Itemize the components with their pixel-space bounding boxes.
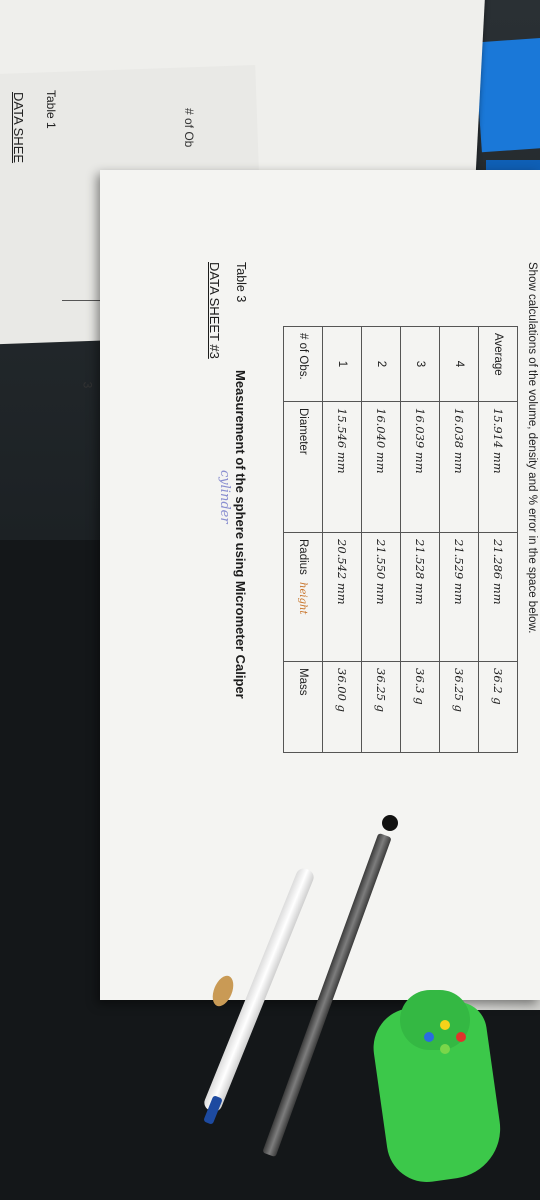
table-average-row [479, 327, 518, 753]
mass-value: 36.25 g [362, 662, 401, 753]
data-sheet-content [100, 170, 540, 1000]
data-sheet-paper [100, 170, 540, 1000]
mass-value: 36.25 g [440, 662, 479, 753]
radius-value: 20.542 mm [323, 533, 362, 662]
table-label: Table 3 [234, 262, 248, 303]
obs-number: 4 [440, 327, 479, 402]
toy-button-red [456, 1032, 466, 1042]
average-label: Average [479, 327, 518, 402]
table-row [323, 327, 362, 753]
table-row [362, 327, 401, 753]
mass-value: 36.00 g [323, 662, 362, 753]
header-radius-annotation: height [297, 582, 308, 615]
punch-hole [382, 815, 398, 831]
table-header-row [284, 327, 323, 753]
obs-number: 1 [323, 327, 362, 402]
diameter-value: 16.038 mm [440, 402, 479, 533]
toy-button-blue [424, 1032, 434, 1042]
measurement-table [283, 326, 518, 753]
average-mass: 36.2 g [479, 662, 518, 753]
blue-folder [474, 38, 540, 153]
diameter-value: 15.546 mm [323, 402, 362, 533]
obs-number: 2 [362, 327, 401, 402]
toy-button-green [440, 1044, 450, 1054]
diameter-value: 16.039 mm [401, 402, 440, 533]
diameter-value: 16.040 mm [362, 402, 401, 533]
average-radius: 21.286 mm [479, 533, 518, 662]
radius-value: 21.528 mm [401, 533, 440, 662]
obs-number: 3 [401, 327, 440, 402]
header-mass: Mass [284, 662, 323, 753]
background-obs-header: # of Ob [182, 108, 196, 148]
header-diameter: Diameter [284, 402, 323, 533]
table-heading: Measurement of the sphere using Micrometer Caliper [233, 370, 248, 699]
calculation-instructions: Show calculations of the volume, density and % error in the space below. [526, 262, 538, 634]
data-sheet-title: DATA SHEET #3 [207, 262, 222, 359]
header-radius-label: Radius [297, 539, 309, 575]
table-row [401, 327, 440, 753]
header-obs: # of Obs. [284, 327, 323, 402]
radius-value: 21.529 mm [440, 533, 479, 662]
background-row-number: 3 [80, 381, 95, 389]
toy-button-yellow [440, 1020, 450, 1030]
header-radius [284, 533, 323, 662]
table-row [440, 327, 479, 753]
radius-value: 21.550 mm [362, 533, 401, 662]
handwritten-annotation: cylinder [217, 470, 232, 524]
background-table-label: Table 1 [44, 90, 58, 129]
mass-value: 36.3 g [401, 662, 440, 753]
background-sheet-title: DATA SHEE [11, 92, 26, 164]
average-diameter: 15.914 mm [479, 402, 518, 533]
